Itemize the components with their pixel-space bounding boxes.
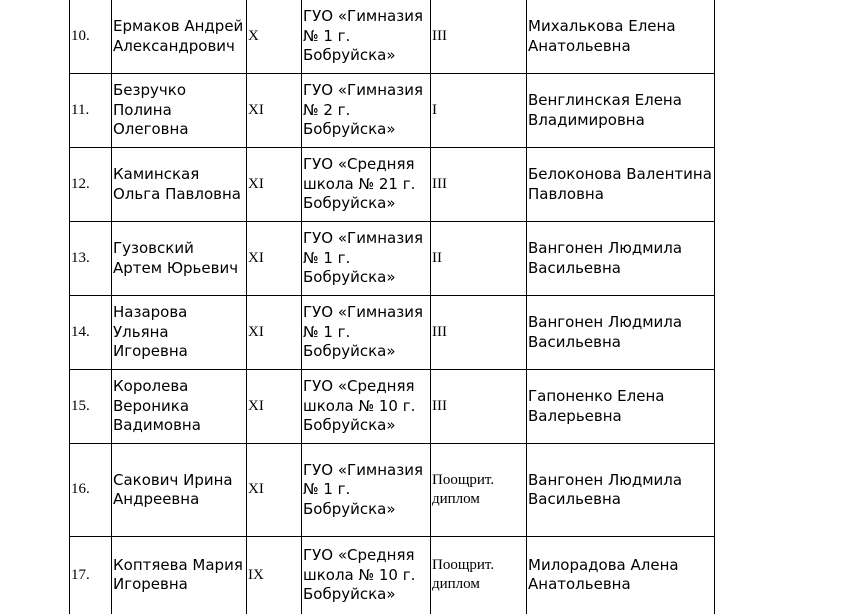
diploma: III bbox=[431, 148, 527, 222]
diploma: I bbox=[431, 74, 527, 148]
table-row bbox=[70, 0, 715, 74]
grade: X bbox=[247, 0, 302, 74]
table-row bbox=[70, 296, 715, 370]
teacher-name: Белоконова Валентина Павловна bbox=[527, 148, 715, 222]
diploma: Поощрит. диплом bbox=[431, 444, 527, 537]
table-row bbox=[70, 222, 715, 296]
school: ГУО «Средняя школа № 10 г. Бобруйска» bbox=[302, 537, 431, 614]
student-name: Королева Вероника Вадимовна bbox=[112, 370, 247, 444]
school: ГУО «Гимназия № 1 г. Бобруйска» bbox=[302, 296, 431, 370]
row-number: 10. bbox=[70, 0, 112, 74]
diploma: III bbox=[431, 0, 527, 74]
row-number: 12. bbox=[70, 148, 112, 222]
grade: XI bbox=[247, 296, 302, 370]
teacher-name: Гапоненко Елена Валерьевна bbox=[527, 370, 715, 444]
school: ГУО «Гимназия № 1 г. Бобруйска» bbox=[302, 0, 431, 74]
table-row bbox=[70, 444, 715, 537]
row-number: 14. bbox=[70, 296, 112, 370]
school: ГУО «Гимназия № 1 г. Бобруйска» bbox=[302, 444, 431, 537]
table-row bbox=[70, 370, 715, 444]
results-table bbox=[69, 0, 715, 614]
diploma: II bbox=[431, 222, 527, 296]
row-number: 13. bbox=[70, 222, 112, 296]
school: ГУО «Гимназия № 2 г. Бобруйска» bbox=[302, 74, 431, 148]
student-name: Безручко Полина Олеговна bbox=[112, 74, 247, 148]
teacher-name: Милорадова Алена Анатольевна bbox=[527, 537, 715, 614]
diploma: III bbox=[431, 370, 527, 444]
row-number: 11. bbox=[70, 74, 112, 148]
grade: XI bbox=[247, 444, 302, 537]
student-name: Коптяева Мария Игоревна bbox=[112, 537, 247, 614]
grade: XI bbox=[247, 370, 302, 444]
teacher-name: Венглинская Елена Владимировна bbox=[527, 74, 715, 148]
student-name: Назарова Ульяна Игоревна bbox=[112, 296, 247, 370]
teacher-name: Вангонен Людмила Васильевна bbox=[527, 296, 715, 370]
table-row bbox=[70, 74, 715, 148]
grade: XI bbox=[247, 74, 302, 148]
teacher-name: Вангонен Людмила Васильевна bbox=[527, 444, 715, 537]
table-row bbox=[70, 537, 715, 614]
teacher-name: Вангонен Людмила Васильевна bbox=[527, 222, 715, 296]
diploma: III bbox=[431, 296, 527, 370]
grade: XI bbox=[247, 148, 302, 222]
table-row bbox=[70, 148, 715, 222]
student-name: Гузовский Артем Юрьевич bbox=[112, 222, 247, 296]
student-name: Сакович Ирина Андреевна bbox=[112, 444, 247, 537]
school: ГУО «Средняя школа № 10 г. Бобруйска» bbox=[302, 370, 431, 444]
row-number: 17. bbox=[70, 537, 112, 614]
row-number: 15. bbox=[70, 370, 112, 444]
school: ГУО «Гимназия № 1 г. Бобруйска» bbox=[302, 222, 431, 296]
student-name: Ермаков Андрей Александрович bbox=[112, 0, 247, 74]
grade: IX bbox=[247, 537, 302, 614]
row-number: 16. bbox=[70, 444, 112, 537]
teacher-name: Михалькова Елена Анатольевна bbox=[527, 0, 715, 74]
school: ГУО «Средняя школа № 21 г. Бобруйска» bbox=[302, 148, 431, 222]
diploma: Поощрит. диплом bbox=[431, 537, 527, 614]
grade: XI bbox=[247, 222, 302, 296]
student-name: Каминская Ольга Павловна bbox=[112, 148, 247, 222]
